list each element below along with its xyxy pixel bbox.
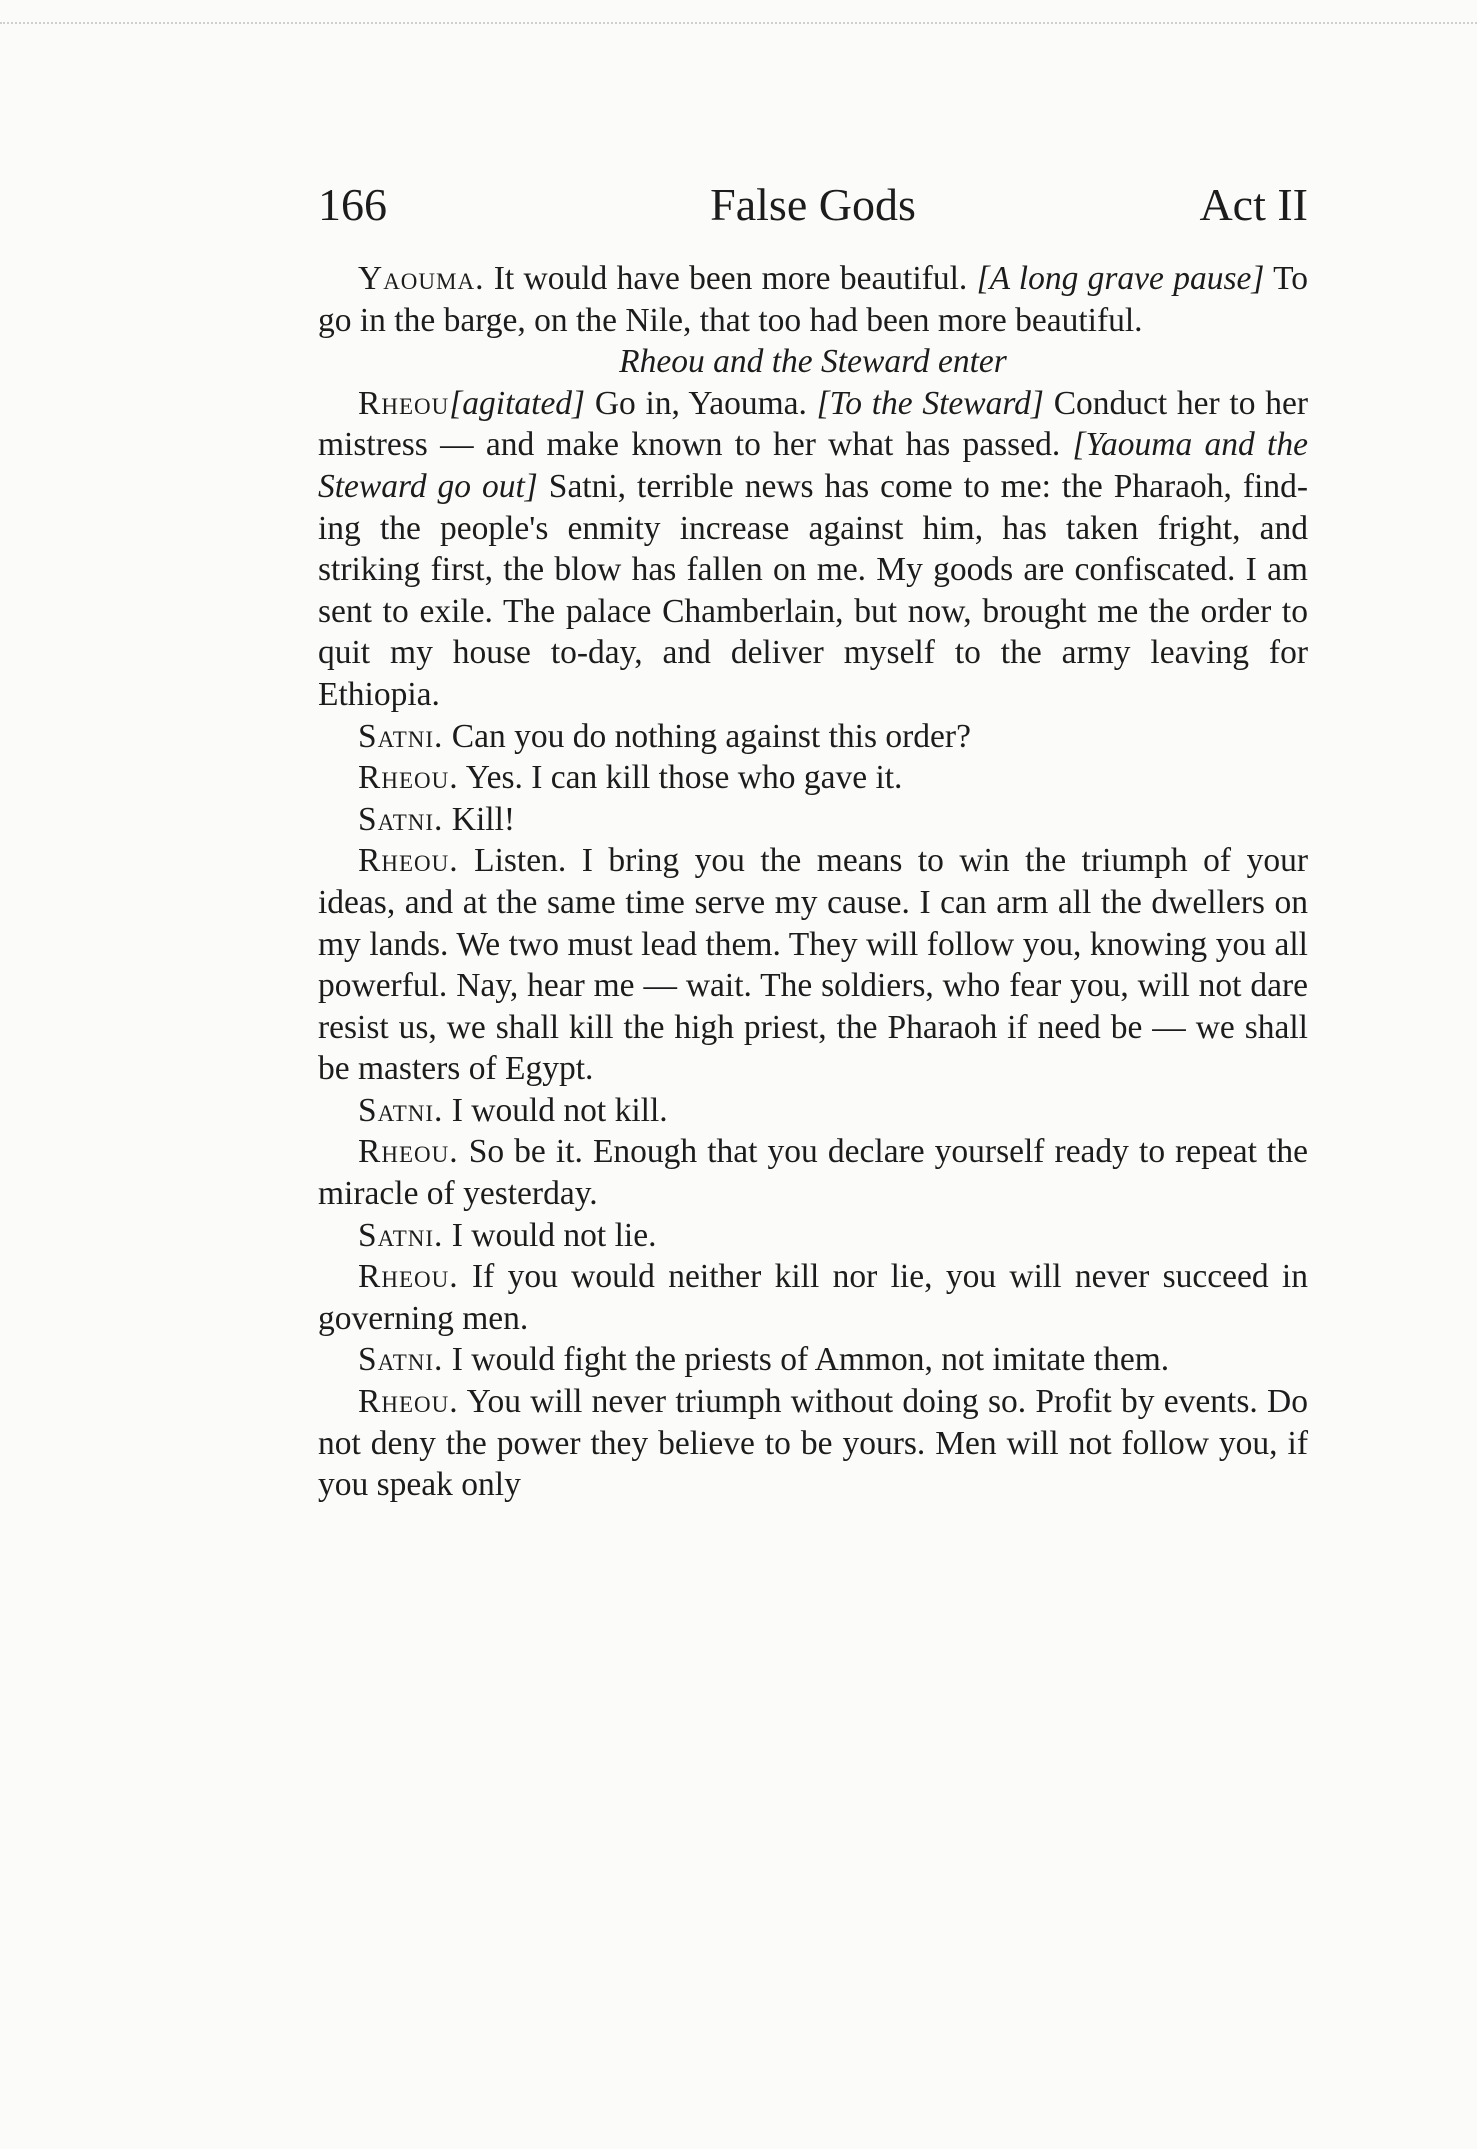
dialogue-paragraph	[318, 1215, 1308, 1257]
dialogue-paragraph	[318, 757, 1308, 799]
dialogue-paragraph	[318, 799, 1308, 841]
dialogue-paragraph	[318, 840, 1308, 1090]
speaker-name: Satni.	[358, 717, 444, 755]
stage-direction: [Yaouma and the Steward go out]	[318, 426, 1308, 505]
page-number: 166	[318, 179, 387, 230]
speaker-name: Rheou.	[358, 1133, 459, 1171]
speech-text: Conduct her to her mistress — and make known to her what has passed.	[318, 384, 1308, 464]
stage-direction: [A long grave pause]	[976, 260, 1265, 297]
dialogue-paragraph	[318, 716, 1308, 758]
dialogue-paragraph	[318, 1339, 1308, 1381]
speaker-name: Rheou.	[358, 1258, 459, 1296]
speech-text: I would not lie.	[443, 1216, 657, 1254]
speech-text: Listen. I bring you the means to win the triumph of your ideas, and at the same time serve my cause. I can arm all the dwellers on my lands. We two must lead them. They will follow you, knowing you all powerful. Nay, hear me — wait. The soldiers, who fear you, will not dare resist us, we shall kill the high priest, the Pharaoh if need be — we shall be masters of Egypt.	[318, 842, 1308, 1088]
speaker-name: Satni.	[358, 1091, 444, 1129]
dialogue-paragraph	[318, 1131, 1308, 1214]
speech-text: Go in, Yaouma.	[585, 384, 817, 422]
scan-edge-rule	[0, 22, 1477, 24]
speech-text: It would have been more beautiful.	[484, 260, 977, 297]
dialogue-paragraph	[318, 1090, 1308, 1132]
play-text	[318, 258, 1308, 1506]
speaker-name: Rheou	[358, 384, 450, 422]
speech-text: Satni, terrible news has come to me: the Pharaoh, finding the people's enmity increase against him, has taken fright, and striking first, the blow has fallen on me. My goods are confiscated. I am sent to exile. The palace Chamberlain, but now, brought me the order to quit my house to-day, and deliver myself to the army leaving for Ethiopia.	[318, 467, 1308, 713]
speech-text: To go in the barge, on the Nile, that too had been more beautiful.	[318, 260, 1308, 339]
dialogue-paragraph	[318, 383, 1308, 716]
speech-text: If you would neither kill nor lie, you will never succeed in governing men.	[318, 1258, 1308, 1337]
speaker-name: Satni.	[358, 1216, 444, 1254]
speaker-name: Satni.	[358, 1341, 444, 1379]
stage-direction: [agitated]	[449, 384, 586, 422]
stage-direction: Rheou and the Steward enter	[619, 343, 1007, 381]
page-header	[318, 170, 1308, 240]
speech-text: Can you do nothing against this order?	[443, 717, 971, 755]
speaker-name: Rheou.	[358, 1383, 459, 1421]
speaker-name: Rheou.	[358, 842, 459, 880]
speech-text: So be it. Enough that you declare yourself ready to repeat the miracle of yesterday.	[318, 1133, 1308, 1213]
dialogue-paragraph	[318, 1381, 1308, 1506]
speech-text: Yes. I can kill those who gave it.	[458, 759, 903, 797]
speech-text: You will never triumph without doing so. Profit by events. Do not deny the power they believe to be yours. Men will not follow you, if you speak only	[318, 1383, 1308, 1504]
dialogue-paragraph	[318, 1256, 1308, 1339]
act-label: Act II	[1199, 179, 1308, 230]
speech-text: I would not kill.	[443, 1091, 668, 1129]
speaker-name: Rheou.	[358, 759, 459, 797]
dialogue-paragraph	[318, 258, 1308, 341]
stage-direction-line	[318, 341, 1308, 383]
speaker-name: Yaouma.	[358, 260, 485, 297]
speech-text: Kill!	[443, 800, 516, 838]
speech-text: I would fight the priests of Ammon, not imitate them.	[443, 1341, 1170, 1379]
stage-direction: [To the Steward]	[816, 384, 1044, 422]
speaker-name: Satni.	[358, 800, 444, 838]
running-title: False Gods	[710, 179, 916, 230]
